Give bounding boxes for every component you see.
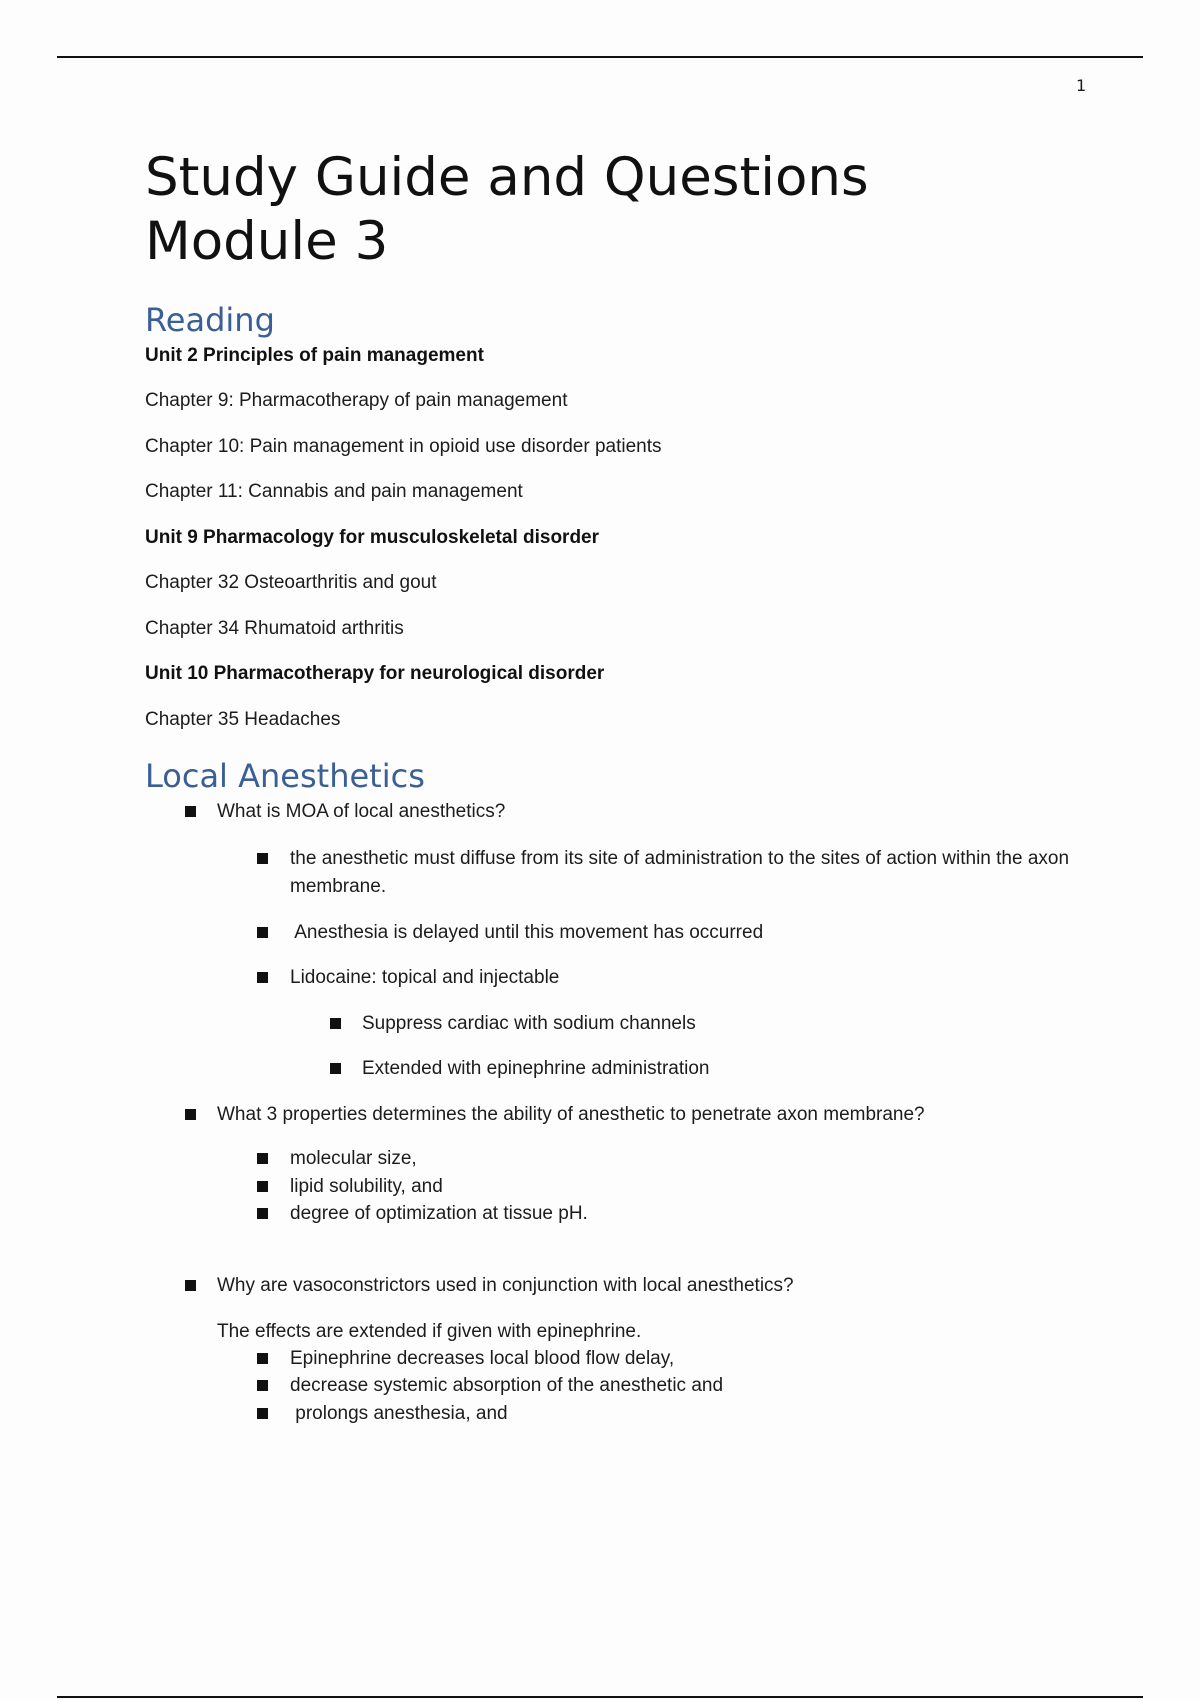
title-line-1: Study Guide and Questions <box>145 147 869 208</box>
chapter-34: Chapter 34 Rhumatoid arthritis <box>145 618 404 639</box>
question-moa: What is MOA of local anesthetics? <box>217 801 506 822</box>
chapter-32: Chapter 32 Osteoarthritis and gout <box>145 572 437 593</box>
bullet-icon <box>257 1208 268 1219</box>
bullet-icon <box>257 1153 268 1164</box>
bullet-icon <box>185 806 196 817</box>
bullet-icon <box>185 1280 196 1291</box>
property-tissue-ph: degree of optimization at tissue pH. <box>290 1203 588 1224</box>
chapter-10: Chapter 10: Pain management in opioid use disorder patients <box>145 436 662 457</box>
bullet-icon <box>330 1063 341 1074</box>
title-line-2: Module 3 <box>145 211 389 272</box>
vaso-point-prolongs: prolongs anesthesia, and <box>290 1403 508 1424</box>
property-lipid-solubility: lipid solubility, and <box>290 1176 443 1197</box>
reading-heading: Reading <box>145 301 275 339</box>
question-vasoconstrictors: Why are vasoconstrictors used in conjunction with local anesthetics? <box>217 1275 794 1296</box>
lidocaine-cardiac: Suppress cardiac with sodium channels <box>362 1013 696 1034</box>
moa-answer-diffuse: the anesthetic must diffuse from its site of administration to the sites of action within the axon membrane. <box>290 848 1070 897</box>
lidocaine-epinephrine: Extended with epinephrine administration <box>362 1058 710 1079</box>
bullet-icon <box>185 1109 196 1120</box>
page-title <box>145 146 869 274</box>
bullet-icon <box>257 1380 268 1391</box>
moa-answer-lidocaine: Lidocaine: topical and injectable <box>290 967 560 988</box>
bullet-icon <box>257 972 268 983</box>
bullet-icon <box>257 853 268 864</box>
bullet-icon <box>257 1408 268 1419</box>
vaso-point-absorption: decrease systemic absorption of the anesthetic and <box>290 1375 724 1396</box>
question-properties: What 3 properties determines the ability of anesthetic to penetrate axon membrane? <box>217 1104 925 1125</box>
page-number: 1 <box>1076 76 1087 95</box>
vaso-point-blood-flow: Epinephrine decreases local blood flow delay, <box>290 1348 675 1369</box>
bullet-icon <box>257 927 268 938</box>
bullet-icon <box>257 1181 268 1192</box>
chapter-35: Chapter 35 Headaches <box>145 709 341 730</box>
unit-9-heading: Unit 9 Pharmacology for musculoskeletal disorder <box>145 527 600 548</box>
chapter-11: Chapter 11: Cannabis and pain management <box>145 481 523 502</box>
unit-2-heading: Unit 2 Principles of pain management <box>145 345 484 366</box>
property-molecular-size: molecular size, <box>290 1148 417 1169</box>
moa-answer-delay: Anesthesia is delayed until this movement has occurred <box>290 922 764 943</box>
top-rule <box>57 56 1143 58</box>
bullet-icon <box>330 1018 341 1029</box>
local-anesthetics-heading: Local Anesthetics <box>145 757 425 795</box>
unit-10-heading: Unit 10 Pharmacotherapy for neurological disorder <box>145 663 605 684</box>
bullet-icon <box>257 1353 268 1364</box>
vasoconstrictor-answer: The effects are extended if given with epinephrine. <box>217 1321 642 1342</box>
bottom-rule <box>57 1696 1143 1698</box>
chapter-9: Chapter 9: Pharmacotherapy of pain management <box>145 390 568 411</box>
